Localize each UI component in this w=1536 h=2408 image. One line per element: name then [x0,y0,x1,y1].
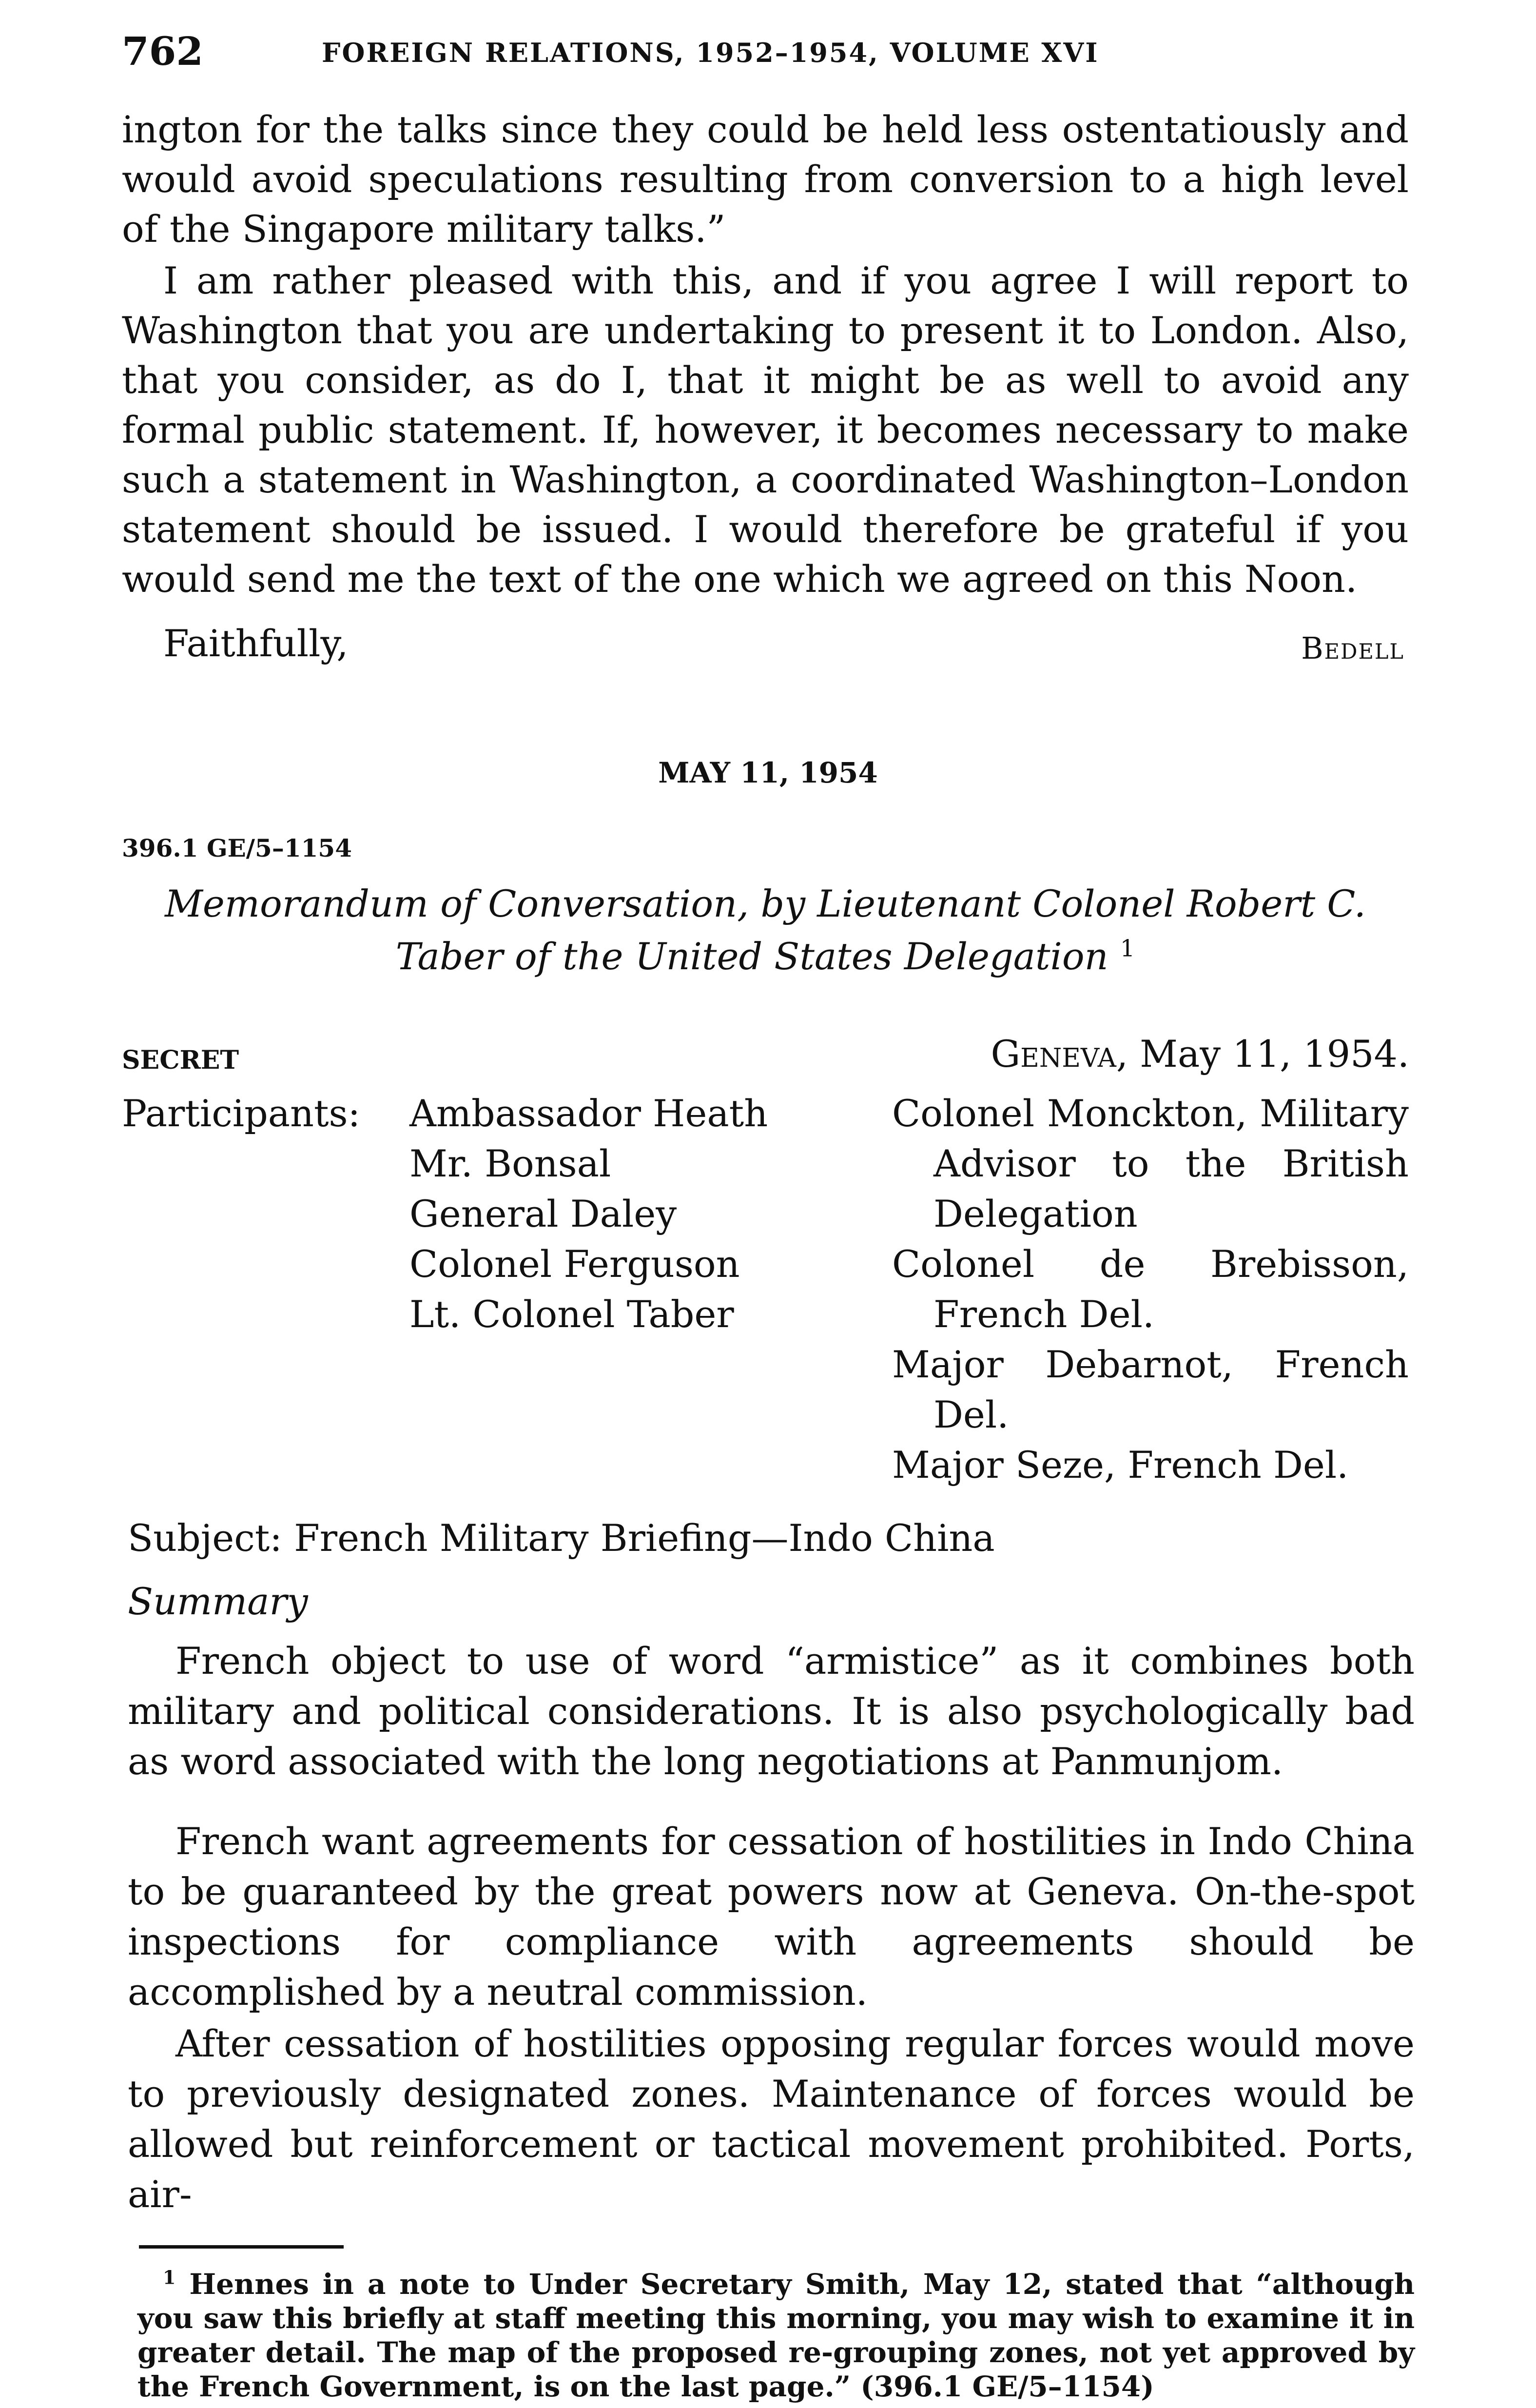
footnote [137,2267,1415,2404]
classification: SECRET [122,1045,239,1075]
letter-signature: Bedell [1301,630,1404,666]
footnote-reference: 1 [1120,935,1135,962]
letter-paragraph: I am rather pleased with this, and if you agree I will report to Washington that you are undertaking to present it to London. Also, that you consider, as do I, that it might be as well to avoid any formal public statement. If, however, it becomes necessary to make such a statement in Washington, a coordinated Washington–London statement should be issued. I would therefore be grateful if you would send me the text of the one which we agreed on this Noon. [122,259,1409,601]
subject-line: Subject: French Military Briefing—Indo China [128,1516,995,1560]
participant: Colonel Monckton, Military Advisor to the British Delegation [892,1092,1409,1235]
running-head [122,27,1414,76]
footnote-text: Hennes in a note to Under Secretary Smith, May 12, stated that “although you saw this briefly at staff meeting this morning, you may wish to examine it in greater detail. The map of the proposed re-grouping zones, not yet approved by the French Government, is on the last page.” (396.1 GE/5–1154) [137,2268,1415,2403]
participant: Major Debarnot, French Del. [892,1343,1409,1436]
participant: Colonel de Brebisson, French Del. [892,1242,1409,1336]
running-title: FOREIGN RELATIONS, 1952–1954, VOLUME XVI [322,37,1099,68]
participants-label: Participants: [122,1092,361,1135]
letter-closing: Faithfully, [163,622,349,665]
place-date [991,1030,1409,1078]
page-number: 762 [122,28,203,74]
place: Geneva, [991,1032,1128,1076]
participant: Major Seze, French Del. [892,1443,1349,1487]
summary-paragraph: French object to use of word “armistice” as it combines both military and political considerations. It is also psychologically bad as word associated with the long negotiations at Panmunjom. [128,1639,1415,1783]
participant: Mr. Bonsal [409,1142,611,1185]
footnote-mark: 1 [163,2266,176,2289]
file-number: 396.1 GE/5–1154 [122,834,352,862]
letter-continuation: ington for the talks since they could be held less ostentatiously and would avoid speculations resulting from conversion to a high level of the Singapore military talks.” [122,108,1409,251]
date: May 11, 1954. [1128,1032,1409,1076]
summary-heading: Summary [128,1580,308,1623]
summary-paragraph: After cessation of hostilities opposing regular forces would move to previously designated zones. Maintenance of forces would be allowed but reinforcement or tactical movement prohibited. Ports, air- [128,2022,1415,2216]
participant: Colonel Ferguson [409,1242,740,1286]
participant: General Daley [409,1192,677,1235]
summary-paragraph: French want agreements for cessation of hostilities in Indo China to be guaranteed by the great powers now at Geneva. On-the-spot inspections for compliance with agreements should be accomplished by a neutral commission. [128,1820,1415,2014]
section-date: MAY 11, 1954 [658,756,878,789]
document-title [122,878,1409,983]
footnote-rule [139,2245,344,2249]
participant: Lt. Colonel Taber [409,1292,734,1336]
participants-allied [892,1088,1409,1490]
participant: Ambassador Heath [409,1092,768,1135]
participants-us [409,1088,848,1339]
document-title-text: Memorandum of Conversation, by Lieutenant Colonel Robert C. Taber of the United States Delegation [165,882,1366,978]
